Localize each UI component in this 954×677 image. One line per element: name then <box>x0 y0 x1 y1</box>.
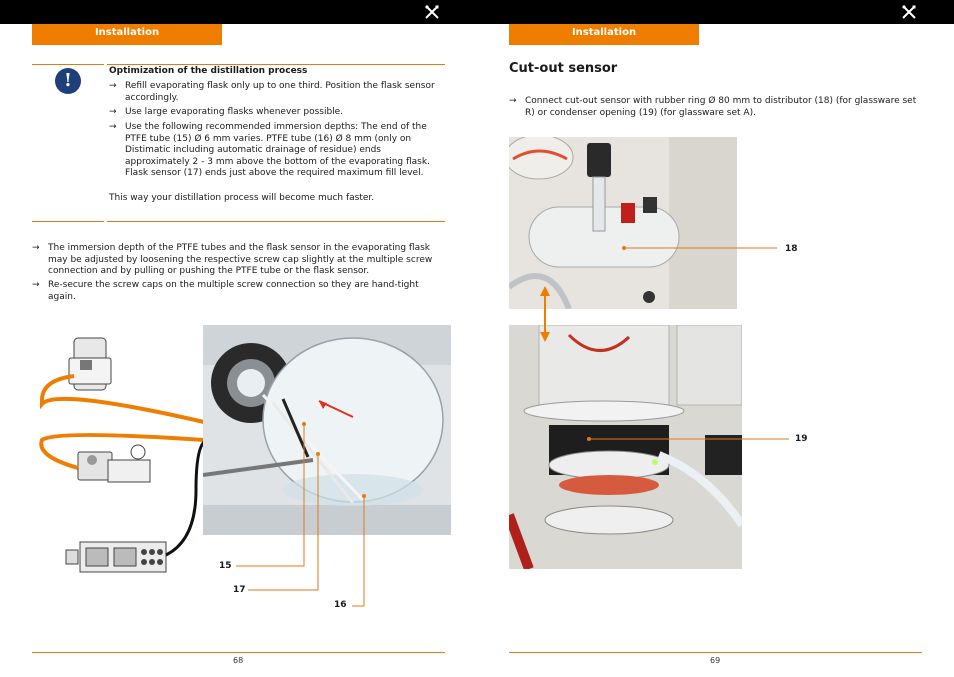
callout-18: 18 <box>785 244 798 254</box>
exclamation-icon: ! <box>55 68 81 94</box>
callout-19: 19 <box>795 434 808 444</box>
callout-leaders-left <box>200 420 400 620</box>
arrow-icon: → <box>109 122 117 132</box>
section-tab-left: Installation <box>32 24 222 45</box>
footer-rule <box>32 652 445 653</box>
arrow-icon: → <box>509 96 517 106</box>
arrow-icon: → <box>32 243 40 253</box>
note-bullet: → Use large evaporating flasks whenever possible. <box>109 107 344 117</box>
callout-15: 15 <box>219 561 232 571</box>
instruction-step: → Re-secure the screw caps on the multiple screw connection so they are hand-tight again. <box>32 280 419 302</box>
sensor-module-icon <box>69 338 111 390</box>
note-rule <box>32 64 104 65</box>
note-rule <box>107 64 445 65</box>
note-bullet: → Use the following recommended immersion depths: The end of the PTFE tube (15) Ø 6 mm varies. PTFE tube (16) Ø 8 mm (only on Distimatic including automatic drainage of residue) ends approximately 2 - 3 mm above the bottom of the evaporating flask. Flask sensor (17) ends just above the required maximum fill level. <box>109 122 430 179</box>
callout-17: 17 <box>233 585 246 595</box>
arrow-icon: → <box>109 81 117 91</box>
instruction-step: → Connect cut-out sensor with rubber ring Ø 80 mm to distributor (18) (for glassware set R) or condenser opening (19) (for glassware set A). <box>509 96 917 118</box>
instruction-step: → The immersion depth of the PTFE tubes and the flask sensor in the evaporating flask may be adjusted by loosening the respective screw cap slightly at the multiple screw connection and by pulling or pushing the PTFE tube or the flask sensor. <box>32 243 433 277</box>
note-bullet: → Refill evaporating flask only up to one third. Position the flask sensor accordingly. <box>109 81 435 103</box>
arrow-icon: → <box>109 107 117 117</box>
valve-module-icon <box>78 445 150 482</box>
socket-panel-icon <box>66 542 166 572</box>
page-number: 69 <box>710 656 721 665</box>
section-tab-right: Installation <box>509 24 699 45</box>
section-title: Cut-out sensor <box>509 61 618 76</box>
footer-rule <box>509 652 922 653</box>
arrow-icon: → <box>32 280 40 290</box>
tools-icon <box>902 5 916 19</box>
callout-leaders-right <box>509 240 809 460</box>
note-rule <box>107 221 445 222</box>
header-bar-right <box>477 0 954 24</box>
callout-16: 16 <box>334 600 347 610</box>
tools-icon <box>425 5 439 19</box>
header-bar-left <box>0 0 477 24</box>
device-illustration <box>36 330 206 580</box>
note-closing: This way your distillation process will become much faster. <box>109 193 375 203</box>
note-rule <box>32 221 104 222</box>
page-number: 68 <box>233 656 244 665</box>
note-title: Optimization of the distillation process <box>109 66 308 76</box>
